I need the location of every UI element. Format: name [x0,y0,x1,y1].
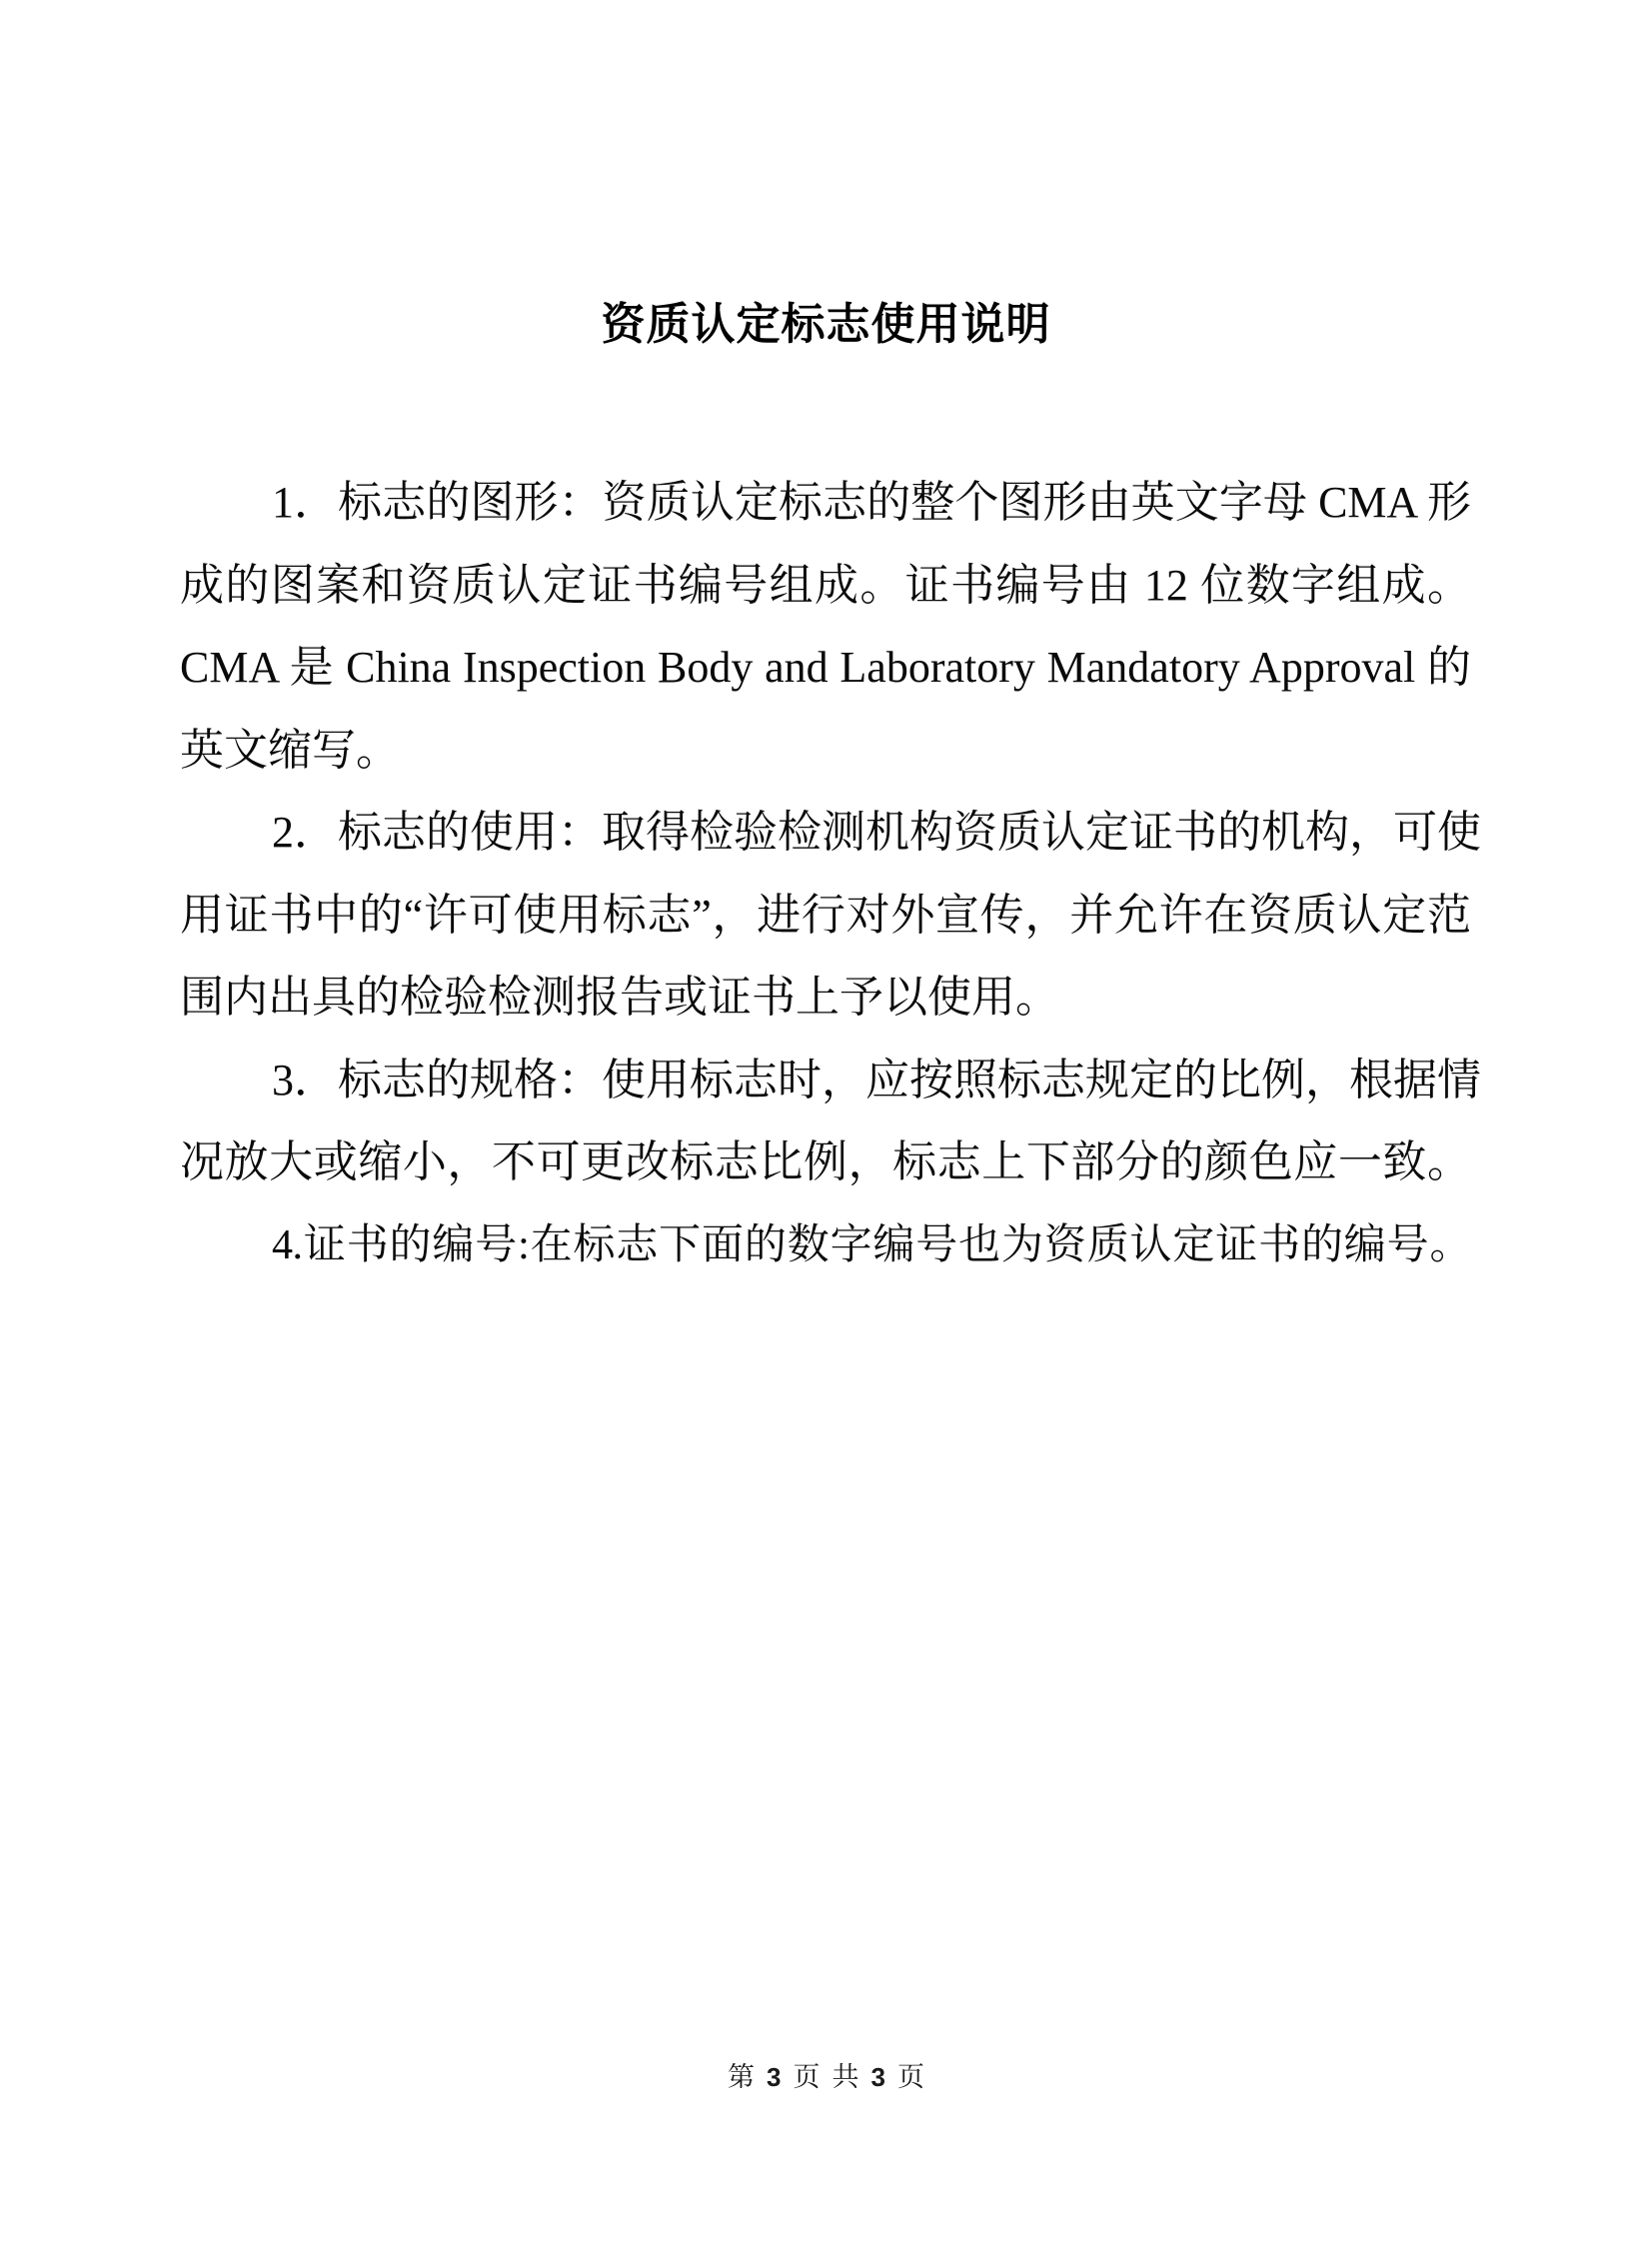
body-line-3: CMA 是 China Inspection Body and Laboratory Mandatory Approval 的 [180,643,1471,692]
footer-label-di: 第 [728,2062,756,2092]
body-line-8: 3．标志的规格：使用标志时，应按照标志规定的比例，根据情 [272,1055,1481,1105]
footer-label-ye-1: 页 [793,2062,821,2092]
body-line-4: 英文缩写。 [180,725,400,775]
body-line-6: 用证书中的“许可使用标志”，进行对外宣传，并允许在资质认定范 [180,890,1471,940]
body-line-9: 况放大或缩小，不可更改标志比例，标志上下部分的颜色应一致。 [180,1137,1471,1186]
page-footer [0,2055,1652,2094]
body-line-1: 1．标志的图形：资质认定标志的整个图形由英文字母 CMA 形 [272,478,1471,527]
document-body [180,462,1481,1286]
footer-page-current: 3 [767,2062,782,2092]
footer-label-ye-2: 页 [896,2062,924,2092]
page-title: 资质认定标志使用说明 [601,300,1051,349]
footer-page-total: 3 [870,2062,885,2092]
body-line-5: 2．标志的使用：取得检验检测机构资质认定证书的机构，可使 [272,808,1481,857]
body-line-7: 围内出具的检验检测报告或证书上予以使用。 [180,973,1059,1022]
body-line-2: 成的图案和资质认定证书编号组成。证书编号由 12 位数字组成。 [180,560,1471,610]
footer-label-gong: 共 [831,2062,859,2092]
body-line-10: 4.证书的编号:在标志下面的数字编号也为资质认定证书的编号。 [272,1221,1471,1268]
